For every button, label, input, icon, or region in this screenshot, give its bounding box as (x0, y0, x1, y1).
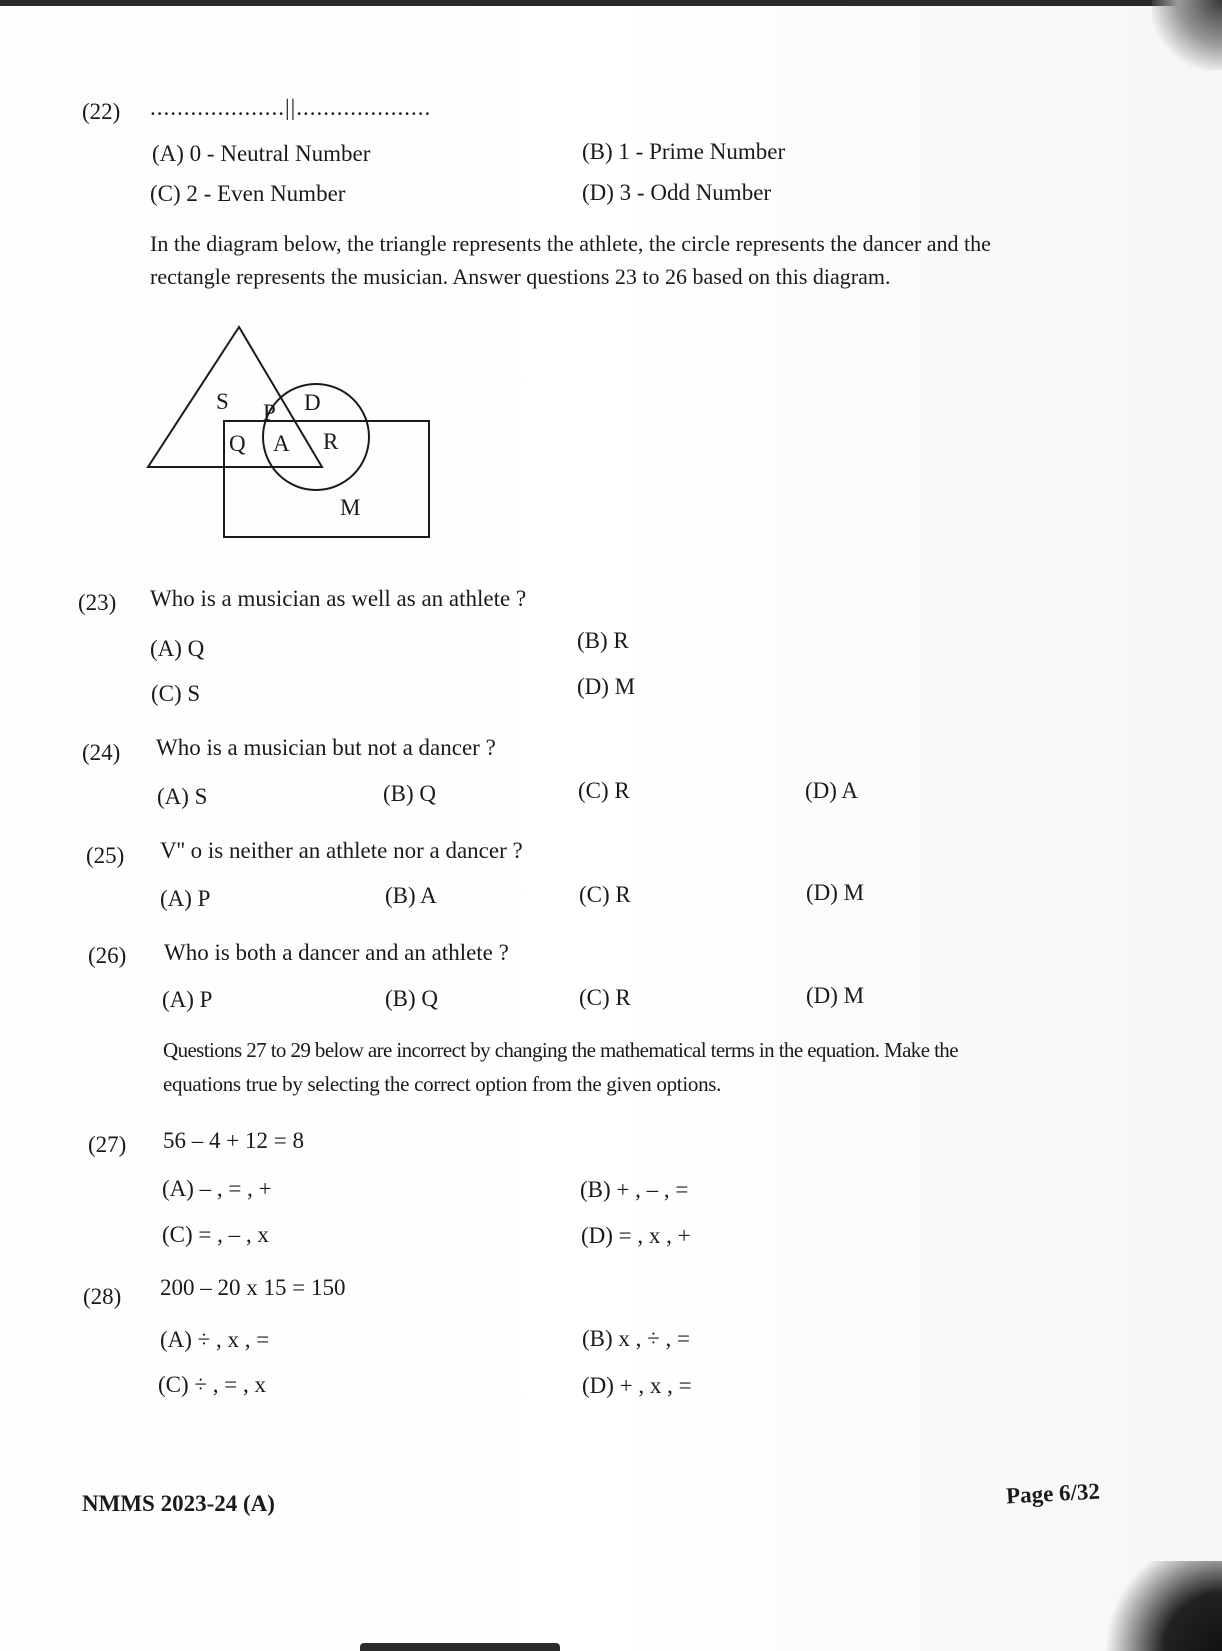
q22-option-c: (C) 2 - Even Number (150, 181, 346, 206)
q22-option-a: (A) 0 - Neutral Number (152, 141, 371, 166)
q25-option-b: (B) A (385, 883, 437, 908)
question-24-prompt: Who is a musician but not a dancer ? (156, 735, 496, 760)
venn-label-m: M (340, 495, 361, 520)
question-number-23: (23) (78, 590, 117, 615)
q23-option-c: (C) S (151, 681, 201, 706)
question-23-prompt: Who is a musician as well as an athlete ? (150, 586, 527, 611)
venn-label-r: R (323, 429, 339, 454)
question-25-prompt: V'' o is neither an athlete nor a dancer ? (160, 838, 523, 863)
venn-label-d: D (304, 390, 321, 415)
question-number-22: (22) (82, 99, 121, 124)
question-27-equation: 56 – 4 + 12 = 8 (163, 1128, 304, 1153)
question-number-27: (27) (88, 1132, 127, 1157)
q28-option-b: (B) x , ÷ , = (582, 1326, 691, 1351)
q23-option-b: (B) R (577, 628, 629, 653)
question-22-prompt: ....................||.................... (150, 95, 432, 120)
q26-option-b: (B) Q (385, 986, 439, 1011)
page-top-edge (0, 0, 1222, 6)
question-number-28: (28) (83, 1284, 122, 1309)
page-bottom-edge (360, 1643, 560, 1651)
q28-option-a: (A) ÷ , x , = (160, 1327, 270, 1352)
q22-option-b: (B) 1 - Prime Number (582, 139, 786, 164)
question-26-prompt: Who is both a dancer and an athlete ? (164, 940, 509, 965)
q26-option-a: (A) P (162, 987, 213, 1012)
q27-option-d: (D) = , x , + (581, 1223, 691, 1248)
q24-option-b: (B) Q (383, 781, 437, 806)
q24-option-d: (D) A (805, 778, 859, 803)
q26-option-c: (C) R (579, 985, 631, 1010)
page-number: Page 6/32 (1005, 1478, 1101, 1509)
question-number-26: (26) (88, 943, 127, 968)
venn-label-p: P (263, 400, 276, 425)
page-bottom-shadow (1082, 1561, 1222, 1651)
equations-intro-line-2: equations true by selecting the correct option from the given options. (163, 1072, 722, 1096)
diagram-intro-line-1: In the diagram below, the triangle represents the athlete, the circle represents the dancer and the (150, 231, 991, 256)
q26-option-d: (D) M (806, 983, 865, 1008)
q24-option-c: (C) R (578, 778, 630, 803)
question-number-25: (25) (86, 843, 125, 868)
venn-diagram (140, 320, 440, 545)
q27-option-b: (B) + , – , = (580, 1177, 689, 1202)
q22-option-d: (D) 3 - Odd Number (582, 180, 772, 205)
q25-option-d: (D) M (806, 880, 865, 905)
page-corner-shadow (1152, 0, 1222, 70)
question-number-24: (24) (82, 740, 121, 765)
q23-option-a: (A) Q (150, 636, 205, 661)
venn-label-s: S (216, 389, 229, 414)
question-28-equation: 200 – 20 x 15 = 150 (160, 1275, 346, 1300)
venn-label-a: A (273, 431, 290, 456)
diagram-intro-line-2: rectangle represents the musician. Answer questions 23 to 26 based on this diagram. (150, 264, 891, 289)
q27-option-a: (A) – , = , + (162, 1176, 272, 1201)
exam-footer-title: NMMS 2023-24 (A) (82, 1491, 275, 1516)
q24-option-a: (A) S (157, 784, 208, 809)
q25-option-a: (A) P (160, 886, 211, 911)
q28-option-c: (C) ÷ , = , x (158, 1372, 267, 1397)
equations-intro-line-1: Questions 27 to 29 below are incorrect by changing the mathematical terms in the equation. Make the (163, 1038, 958, 1062)
q23-option-d: (D) M (577, 674, 636, 699)
q27-option-c: (C) = , – , x (162, 1222, 269, 1247)
q25-option-c: (C) R (579, 882, 631, 907)
q28-option-d: (D) + , x , = (582, 1373, 692, 1398)
venn-label-q: Q (229, 431, 246, 456)
